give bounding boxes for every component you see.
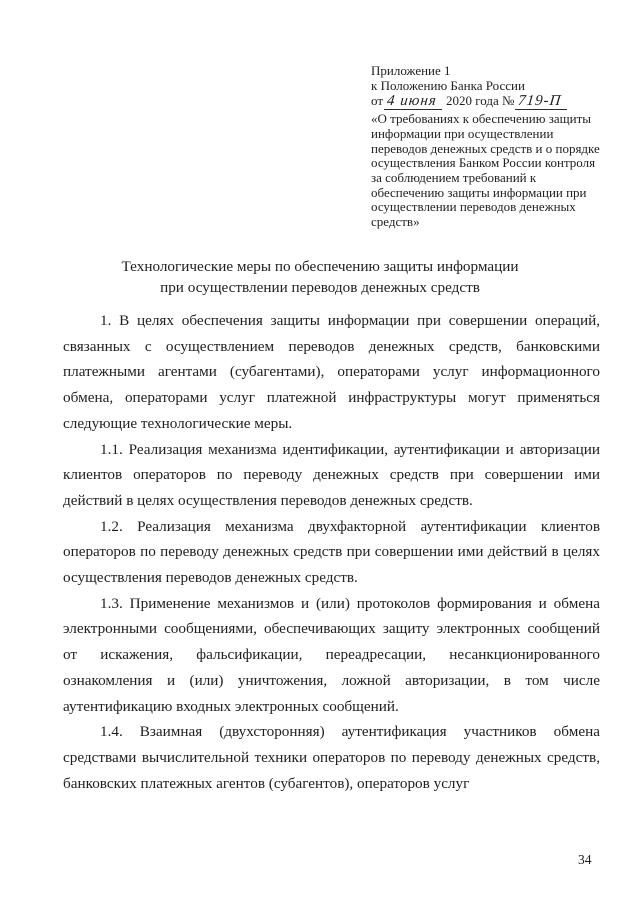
annotation-quote-line: обеспечению защиты информации при: [371, 184, 587, 200]
body-paragraph-1: 1. В целях обеспечения защиты информации при совершении операций, связанных с осуществлением переводов денежных средств, банковскими платежными агентами (субагентами), операторами услуг информационного обмена, операторами услуг платежной инфраструктуры могут применяться следующие технологические меры.: [63, 312, 600, 432]
body-paragraph-1-4: 1.4. Взаимная (двухсторонняя) аутентификация участников обмена средствами вычислительной техники операторов по переводу денежных средств, банковских платежных агентов (субагентов), операторов услуг: [63, 723, 600, 792]
date-blank-underline: [384, 94, 442, 110]
annotation-line: Приложение 1: [371, 63, 451, 78]
annotation-quote-line: переводов денежных средств и о порядке: [371, 140, 600, 156]
document-title: Технологические меры по обеспечению защиты информации при осуществлении переводов денежных средств: [121, 258, 519, 296]
annotation-quote-line: информации при осуществлении: [371, 125, 554, 141]
annotation-quote-line: осуществлении переводов денежных: [371, 199, 576, 215]
annotation-quote-line: осуществления Банком России контроля: [371, 155, 596, 171]
body-paragraph-1-2: 1.2. Реализация механизма двухфакторной аутентификации клиентов операторов по переводу денежных средств при совершении ими действий в целях осуществления переводов денежных средств.: [63, 517, 600, 587]
document-body: [63, 308, 600, 796]
date-middle: 2020 года №: [446, 93, 515, 109]
date-prefix: от: [371, 93, 384, 109]
annotation-quote-line: «О требованиях к обеспечению защиты: [371, 111, 591, 127]
body-paragraph-1-1: 1.1. Реализация механизма идентификации, аутентификации и авторизации клиентов операторов по переводу денежных средств при совершении ими действий в целях осуществления переводов денежных средств.: [63, 440, 600, 509]
handwritten-date: 4 июня: [386, 93, 438, 110]
annotation-line: к Положению Банка России: [371, 77, 525, 93]
number-blank-underline: [515, 94, 566, 110]
annotation-quote-line: средств»: [371, 214, 420, 230]
annotation-quote-line: за соблюдением требований к: [371, 169, 537, 185]
handwritten-number: 719-П: [517, 93, 563, 110]
annotation-block: [371, 64, 619, 230]
page-number: 34: [578, 852, 592, 867]
body-paragraph-1-3: 1.3. Применение механизмов и (или) протоколов формирования и обмена электронными сообщениями, обеспечивающих защиту электронных сообщений от искажения, фальсификации, переадресации, несанкционированного ознакомления и (или) уничтожения, ложной авторизации, в том числе аутентификацию входных электронных сообщений.: [63, 594, 600, 715]
annotation-date-line: [371, 94, 619, 110]
